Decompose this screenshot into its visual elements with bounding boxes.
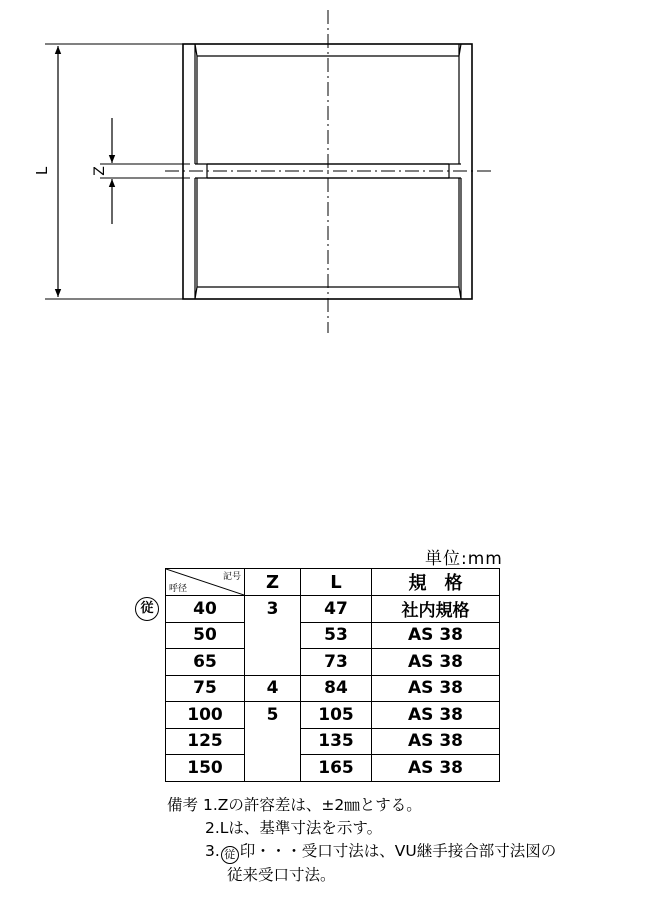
remark-3-continued xyxy=(167,864,556,887)
cell-l: 165 xyxy=(301,755,372,782)
cell-size: 65 xyxy=(166,649,245,676)
header-standard: 規 格 xyxy=(372,569,500,596)
cell-standard: AS 38 xyxy=(372,755,500,782)
remarks xyxy=(167,794,556,887)
cell-standard: AS 38 xyxy=(372,675,500,702)
cell-z: 5 xyxy=(245,702,301,729)
conventional-marker-icon: 従 xyxy=(221,846,239,864)
header-z: Z xyxy=(245,569,301,596)
cell-l: 84 xyxy=(301,675,372,702)
table-row xyxy=(166,649,500,676)
table-header-row xyxy=(166,569,500,596)
cell-standard: AS 38 xyxy=(372,702,500,729)
cell-z xyxy=(245,622,301,649)
cell-size: 50 xyxy=(166,622,245,649)
unit-label: 単位:mm xyxy=(425,549,503,569)
cell-standard: AS 38 xyxy=(372,622,500,649)
conventional-marker-icon: 従 xyxy=(135,597,159,621)
remark-2 xyxy=(167,817,556,840)
dimension-table xyxy=(165,568,500,782)
cell-size: 100 xyxy=(166,702,245,729)
cell-z xyxy=(245,728,301,755)
remark-1-text: 1.Zの許容差は、±2㎜とする。 xyxy=(202,796,422,814)
dim-Z-label: Z xyxy=(92,166,108,176)
socket-joint-drawing xyxy=(0,0,651,340)
remarks-label: 備考 xyxy=(167,796,199,814)
cell-size: 75 xyxy=(166,675,245,702)
table-row xyxy=(166,755,500,782)
table-row xyxy=(166,596,500,623)
header-l: L xyxy=(301,569,372,596)
dim-L-label: L xyxy=(33,166,51,176)
cell-size: 40 xyxy=(166,596,245,623)
remark-3 xyxy=(167,840,556,864)
cell-l: 53 xyxy=(301,622,372,649)
cell-standard: 社内規格 xyxy=(372,596,500,623)
corner-header xyxy=(166,569,245,596)
remark-3-cont-text: 従来受口寸法。 xyxy=(227,866,336,884)
remark-3-prefix: 3. xyxy=(205,842,220,860)
remark-3-text: 印・・・受口寸法は、VU継手接合部寸法図の xyxy=(239,842,557,860)
cell-size: 125 xyxy=(166,728,245,755)
corner-top-label: 記号 xyxy=(222,572,241,582)
table-row xyxy=(166,702,500,729)
cell-z: 3 xyxy=(245,596,301,623)
cell-size: 150 xyxy=(166,755,245,782)
cell-l: 47 xyxy=(301,596,372,623)
remark-1 xyxy=(167,794,556,817)
table-row xyxy=(166,675,500,702)
remark-2-text: 2.Lは、基準寸法を示す。 xyxy=(205,819,383,837)
table-row xyxy=(166,622,500,649)
cell-l: 135 xyxy=(301,728,372,755)
cell-z xyxy=(245,755,301,782)
cell-standard: AS 38 xyxy=(372,649,500,676)
cell-standard: AS 38 xyxy=(372,728,500,755)
cell-l: 105 xyxy=(301,702,372,729)
corner-bottom-label: 呼径 xyxy=(169,584,188,594)
table-row xyxy=(166,728,500,755)
cell-l: 73 xyxy=(301,649,372,676)
cell-z xyxy=(245,649,301,676)
cell-z: 4 xyxy=(245,675,301,702)
